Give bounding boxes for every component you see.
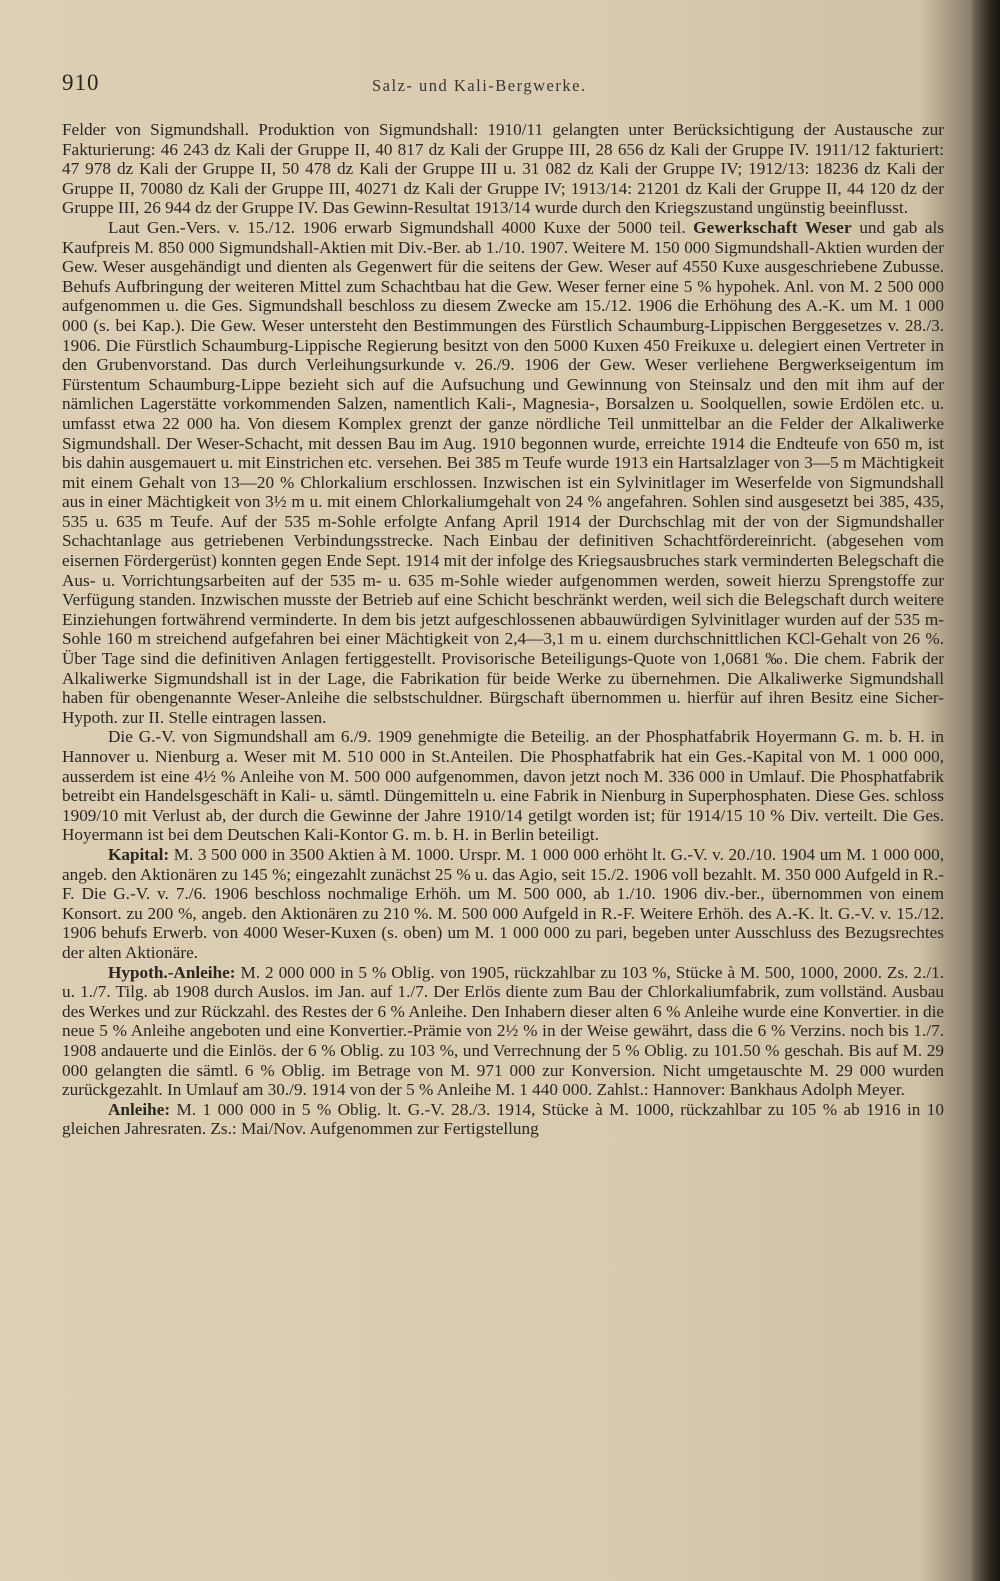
paragraph-text: Die G.-V. von Sigmundshall am 6./9. 1909 genehmigte die Beteilig. an der Phosphatfabrik Hoyermann G. m. b. H. in Hannover u. Nienburg a. Weser mit M. 510 000 in St.Anteilen. Die Phosphatfabrik hat ein Ges.-Kapital von M. 1 000 000, ausserdem ist eine 4½ % Anleihe von M. 500 000 aufgenommen, davon jetzt noch M. 336 000 in Umlauf. Die Phosphatfabrik betreibt ein Handelsgeschäft in Kali- u. sämtl. Düngemitteln u. eine Fabrik in Nienburg in Superphosphaten. Diese Ges. schloss 1909/10 mit Verlust ab, der durch die Gewinne der Jahre 1910/14 getilgt worden ist; für 1914/15 10 % Div. verteilt. Die Ges. Hoyermann ist bei dem Deutschen Kali-Kontor G. m. b. H. in Berlin beteiligt. [62, 727, 944, 845]
page-header [62, 70, 942, 110]
paragraph-phosphatfabrik [62, 727, 944, 845]
paragraph-text: Felder von Sigmundshall. Produktion von Sigmundshall: 1910/11 gelangten unter Berücksichtigung der Austausche zur Fakturierung: 46 243 dz Kali der Gruppe II, 40 817 dz Kali der Gruppe III, 28 656 dz Kali der Gruppe IV. 1911/12 fakturiert: 47 978 dz Kali der Gruppe II, 50 478 dz Kali der Gruppe III u. 31 082 dz Kali der Gruppe IV; 1912/13: 18236 dz Kali der Gruppe II, 70080 dz Kali der Gruppe III, 40271 dz Kali der Gruppe IV; 1913/14: 21201 dz Kali der Gruppe II, 44 120 dz der Gruppe III, 26 944 dz der Gruppe IV. Das Gewinn-Resultat 1913/14 wurde durch den Kriegszustand ungünstig beeinflusst. [62, 120, 944, 218]
paragraph-text: Laut Gen.-Vers. v. 15./12. 1906 erwarb Sigmundshall 4000 Kuxe der 5000 teil. [108, 217, 694, 237]
running-title: Salz- und Kali-Bergwerke. [372, 76, 587, 95]
paragraph-felder [62, 120, 944, 218]
paragraph-anleihe [62, 1100, 944, 1139]
section-label: Anleihe: [108, 1099, 171, 1119]
paragraph-text: M. 2 000 000 in 5 % Oblig. von 1905, rückzahlbar zu 103 %, Stücke à M. 500, 1000, 2000. Zs. 2./1. u. 1./7. Tilg. ab 1908 durch Auslos. im Jan. auf 1./7. Der Erlös diente zum Bau der Chlorkaliumfabrik, zum vollständ. Ausbau des Werkes und zur Rückzahl. des Restes der 6 % Anleihe. Den Inhabern dieser alten 6 % Anleihe wurde eine Konvertier. in die neue 5 % Anleihe angeboten und eine Konvertier.-Prämie von 2½ % in der Weise gewährt, dass die 6 % Verzins. noch bis 1./7. 1908 andauerte und die Einlös. der 6 % Oblig. zu 103 %, und Verrechnung der 5 % Oblig. zu 101.50 % geschah. Bis auf M. 29 000 gelangten die sämtl. 6 % Oblig. im Betrage von M. 971 000 zur Konversion. Nicht umgetauschte M. 29 000 wurden zurückgezahlt. In Umlauf am 30./9. 1914 von der 5 % Anleihe M. 1 440 000. Zahlst.: Hannover: Bankhaus Adolph Meyer. [62, 962, 944, 1100]
paragraph-text: M. 3 500 000 in 3500 Aktien à M. 1000. Urspr. M. 1 000 000 erhöht lt. G.-V. v. 20./10. 1904 um M. 1 000 000, angeb. den Aktionären zu 145 %; eingezahlt zunächst 25 % u. das Agio, seit 15./2. 1906 voll bezahlt. M. 350 000 Aufgeld in R.-F. Die G.-V. v. 7./6. 1906 beschloss nochmalige Erhöh. um M. 500 000, ab 1./10. 1906 div.-ber., übernommen von einem Konsort. zu 200 %, angeb. den Aktionären zu 210 %. M. 500 000 Aufgeld in R.-F. Weitere Erhöh. des A.-K. lt. G.-V. v. 15./12. 1906 behufs Erwerb. von 4000 Weser-Kuxen (s. oben) um M. 1 000 000 zu pari, begeben unter Ausschluss des Bezugsrechtes der alten Aktionäre. [62, 844, 944, 962]
page-body [62, 120, 944, 1139]
paragraph-weser [62, 218, 944, 727]
page-number: 910 [62, 70, 100, 95]
paragraph-text: M. 1 000 000 in 5 % Oblig. lt. G.-V. 28./3. 1914, Stücke à M. 1000, rückzahlbar zu 105 % ab 1916 in 10 gleichen Jahresraten. Zs.: Mai/Nov. Aufgenommen zur Fertigstellung [62, 1099, 944, 1139]
paragraph-hypoth-anleihe [62, 963, 944, 1100]
book-spine-shadow [972, 0, 1000, 1581]
paragraph-text: und gab als Kaufpreis M. 850 000 Sigmundshall-Aktien mit Div.-Ber. ab 1./10. 1907. Weitere M. 150 000 Sigmundshall-Aktien wurden der Gew. Weser ausgehändigt und dienten als Gegenwert für die seitens der Gew. Weser auf 4550 Kuxe ausgeschriebene Zubusse. Behufs Aufbringung der weiteren Mittel zum Schachtbau hat die Gew. Weser ferner eine 5 % hypohek. Anl. von M. 2 500 000 aufgenommen u. die Ges. Sigmundshall beschloss zu diesem Zwecke am 15./12. 1906 die Erhöhung des A.-K. um M. 1 000 000 (s. bei Kap.). Die Gew. Weser untersteht den Bestimmungen des Fürstlich Schaumburg-Lippischen Berggesetzes v. 28./3. 1906. Die Fürstlich Schaumburg-Lippische Regierung besitzt von den 5000 Kuxen 450 Freikuxe u. delegiert einen Vertreter in den Grubenvorstand. Das durch Verleihungsurkunde v. 26./9. 1906 der Gew. Weser verliehene Bergwerkseigentum im Fürstentum Schaumburg-Lippe bezieht sich auf die Aufsuchung und Gewinnung von Steinsalz und den mit ihm auf der nämlichen Lagerstätte vorkommenden Salzen, namentlich Kali-, Magnesia-, Borsalzen u. Soolquellen, sowie Erdölen etc. u. umfasst etwa 22 000 ha. Von diesem Komplex grenzt der ganze nördliche Teil unmittelbar an die Felder der Alkaliwerke Sigmundshall. Der Weser-Schacht, mit dessen Bau im Aug. 1910 begonnen wurde, erreichte 1914 die Endteufe von 650 m, ist bis dahin ausgemauert u. mit Einstrichen etc. versehen. Bei 385 m Teufe wurde 1913 ein Hartsalzlager von 3—5 m Mächtigkeit mit einem Gehalt von 13—20 % Chlorkalium erschlossen. Inzwischen ist ein Sylvinitlager im Weserfelde von Sigmundshall aus in einer Mächtigkeit von 3½ m u. mit einem Chlorkaliumgehalt von 24 % angefahren. Sohlen sind ausgesetzt bei 385, 435, 535 u. 635 m Teufe. Auf der 535 m-Sohle erfolgte Anfang April 1914 der Durchschlag mit der von der Sigmundshaller Schachtanlage aus getriebenen Verbindungsstrecke. Nach Einbau der definitiven Schachtfördereinricht. (abgesehen vom eisernen Fördergerüst) konnten gegen Ende Sept. 1914 mit der infolge des Kriegsausbruches stark verminderten Belegschaft die Aus- u. Vorrichtungsarbeiten auf der 535 m- u. 635 m-Sohle wieder aufgenommen werden, soweit hierzu Sprengstoffe zur Verfügung standen. Inzwischen musste der Betrieb auf eine Schicht beschränkt werden, weil sich die Belegschaft durch weitere Einziehungen fortwährend verminderte. In dem bis jetzt aufgeschlossenen abbauwürdigen Sylvinitlager wurden auf der 535 m-Sohle 160 m streichend aufgefahren bei einer Mächtigkeit von 2,4—3,1 m u. einem durchschnittlichen KCl-Gehalt von 26 %. Über Tage sind die definitiven Anlagen fertiggestellt. Provisorische Beteiligungs-Quote von 1,0681 ‰. Die chem. Fabrik der Alkaliwerke Sigmundshall ist in der Lage, die Fabrikation für beide Werke zu übernehmen. Die Alkaliwerke Sigmundshall haben für obengenannte Weser-Anleihe die selbstschuldner. Bürgschaft übernommen u. hierfür auf ihren Besitz eine Sicher-Hypoth. zur II. Stelle eintragen lassen. [62, 217, 944, 727]
section-label: Hypoth.-Anleihe: [108, 962, 236, 982]
paragraph-kapital [62, 845, 944, 963]
section-label: Kapital: [108, 844, 170, 864]
firm-name: Gewerkschaft Weser [693, 217, 852, 237]
